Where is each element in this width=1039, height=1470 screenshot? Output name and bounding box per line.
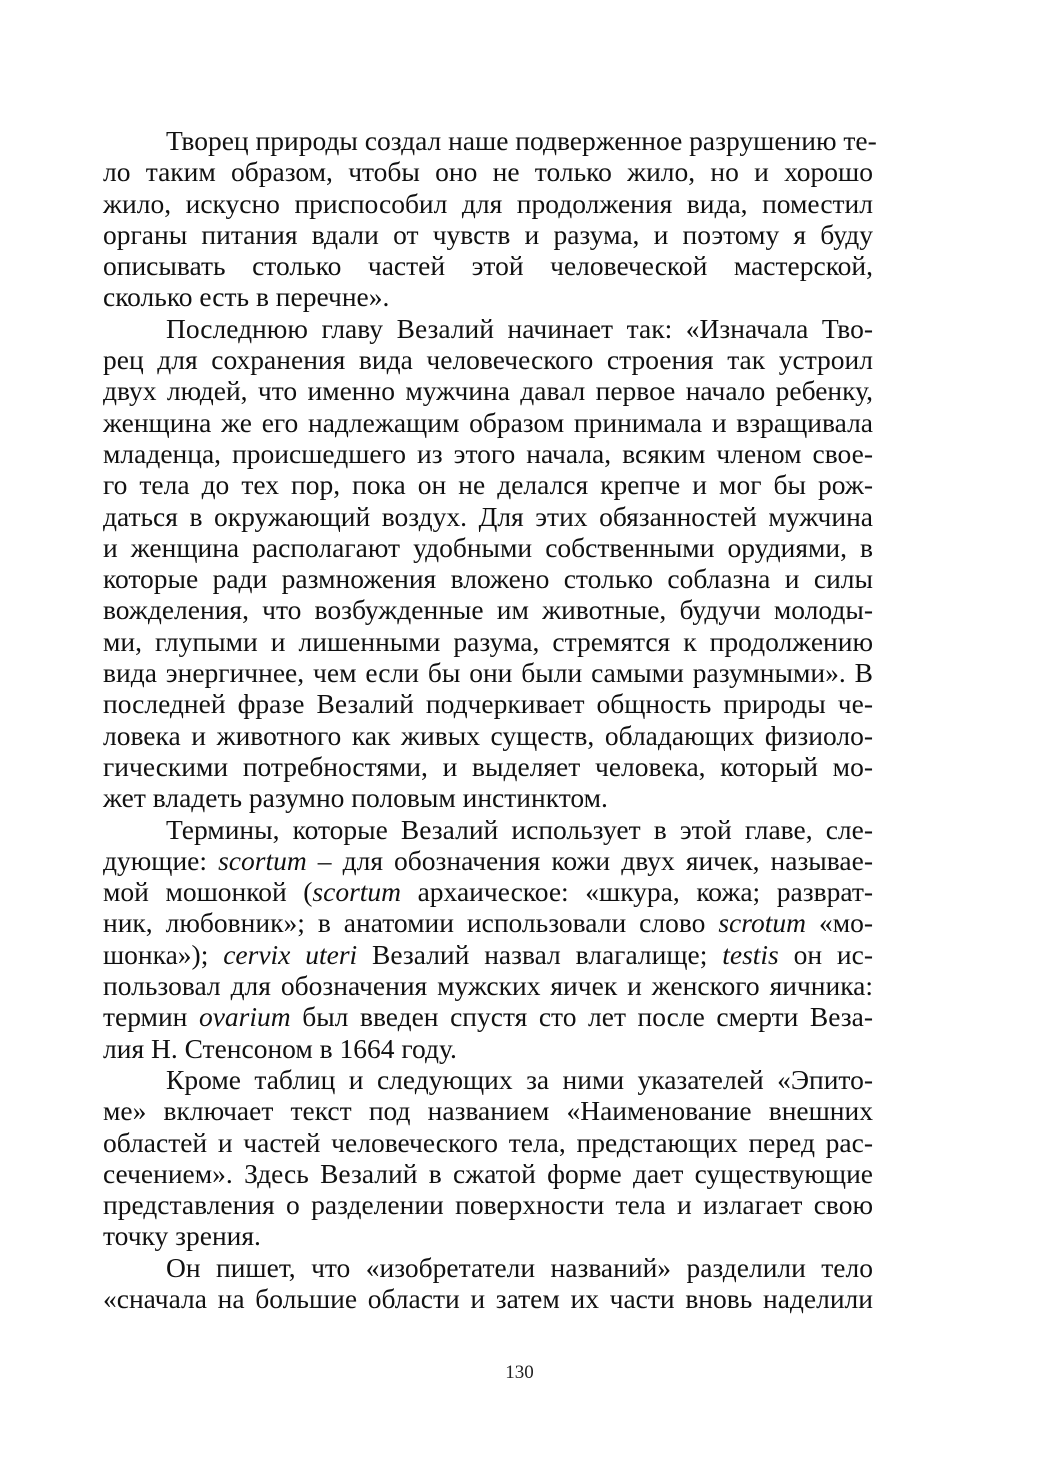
text-line: даться в окружающий воздух. Для этих обязанностей мужчина bbox=[103, 500, 873, 532]
text-line: рец для сохранения вида человеческого строения так устроил bbox=[103, 344, 873, 376]
text-line: сколько есть в перечне». bbox=[103, 281, 390, 313]
text-line: женщина же его надлежащим образом принимала и взращивала bbox=[103, 406, 873, 438]
text-line: последней фразе Везалий подчеркивает общность природы че- bbox=[103, 688, 873, 720]
text-line: вожделения, что возбужденные им животные, будучи молоды- bbox=[103, 594, 873, 626]
latin-term: cervix uteri bbox=[223, 938, 358, 970]
text-line: дующие: scortum – для обозначения кожи двух яичек, называе- bbox=[103, 844, 873, 876]
text-line: представления о разделении поверхности тела и излагает свою bbox=[103, 1189, 873, 1221]
paragraph bbox=[103, 814, 873, 1064]
text-line: Термины, которые Везалий использует в этой главе, сле- bbox=[166, 813, 873, 845]
text-line: ло таким образом, чтобы оно не только жило, но и хорошо bbox=[103, 156, 873, 188]
text-line: шонка»); cervix uteri Везалий назвал влагалище; testis он ис- bbox=[103, 938, 873, 970]
text-line: ми, глупыми и лишенными разума, стремятся к продолжению bbox=[103, 625, 873, 657]
paragraph bbox=[103, 125, 877, 313]
text-line: младенца, происшедшего из этого начала, всяким членом свое- bbox=[103, 437, 873, 469]
text-line: термин ovarium был введен спустя сто лет после смерти Веза- bbox=[103, 1001, 873, 1033]
text-line: органы питания вдали от чувств и разума, и поэтому я буду bbox=[103, 218, 873, 250]
text-line: гическими потребностями, и выделяет человека, который мо- bbox=[103, 750, 873, 782]
latin-term: ovarium bbox=[198, 1001, 291, 1033]
text-line: описывать столько частей этой человеческой мастерской, bbox=[103, 250, 873, 282]
page-number: 130 bbox=[505, 1362, 534, 1383]
text-line: Последнюю главу Везалий начинает так: «Изначала Тво- bbox=[166, 312, 873, 344]
text-line: жило, искусно приспособил для продолжения вида, поместил bbox=[103, 187, 873, 219]
paragraph bbox=[103, 313, 873, 814]
text-line: сечением». Здесь Везалий в сжатой форме дает существующие bbox=[103, 1157, 873, 1189]
text-line: лия Н. Стенсоном в 1664 году. bbox=[103, 1032, 457, 1064]
text-line: которые ради размножения вложено столько соблазна и силы bbox=[103, 563, 873, 595]
text-line: Кроме таблиц и следующих за ними указателей «Эпито- bbox=[166, 1063, 873, 1095]
text-line: областей и частей человеческого тела, предстающих перед рас- bbox=[103, 1126, 873, 1158]
text-line: жет владеть разумно половым инстинктом. bbox=[103, 782, 608, 814]
latin-term: scrotum bbox=[718, 907, 806, 939]
text-line: двух людей, что именно мужчина давал первое начало ребенку, bbox=[103, 375, 873, 407]
text-line: ник, любовник»; в анатомии использовали слово scrotum «мо- bbox=[103, 907, 873, 939]
body-text bbox=[103, 125, 877, 1314]
paragraph bbox=[103, 1252, 873, 1315]
paragraph bbox=[103, 1064, 873, 1252]
text-line: «сначала на большие области и затем их части вновь наделили bbox=[103, 1282, 873, 1314]
latin-term: scortum bbox=[218, 844, 307, 876]
text-line: го тела до тех пор, пока он не делался крепче и мог бы рож- bbox=[103, 469, 873, 501]
text-line: Он пишет, что «изобретатели названий» разделили тело bbox=[166, 1251, 873, 1283]
latin-term: testis bbox=[722, 938, 779, 970]
text-line: мой мошонкой (scortum архаическое: «шкура, кожа; разврат- bbox=[103, 876, 873, 908]
text-line: пользовал для обозначения мужских яичек и женского яичника: bbox=[103, 970, 873, 1002]
text-line: Творец природы создал наше подверженное разрушению те- bbox=[166, 125, 877, 156]
text-line: ме» включает текст под названием «Наименование внешних bbox=[103, 1095, 873, 1127]
text-line: вида энергичнее, чем если бы они были самыми разумными». В bbox=[103, 657, 873, 689]
text-line: точку зрения. bbox=[103, 1220, 261, 1252]
text-line: и женщина располагают удобными собственными орудиями, в bbox=[103, 531, 873, 563]
latin-term: scortum bbox=[312, 876, 402, 908]
text-line: ловека и животного как живых существ, обладающих физиоло- bbox=[103, 719, 873, 751]
